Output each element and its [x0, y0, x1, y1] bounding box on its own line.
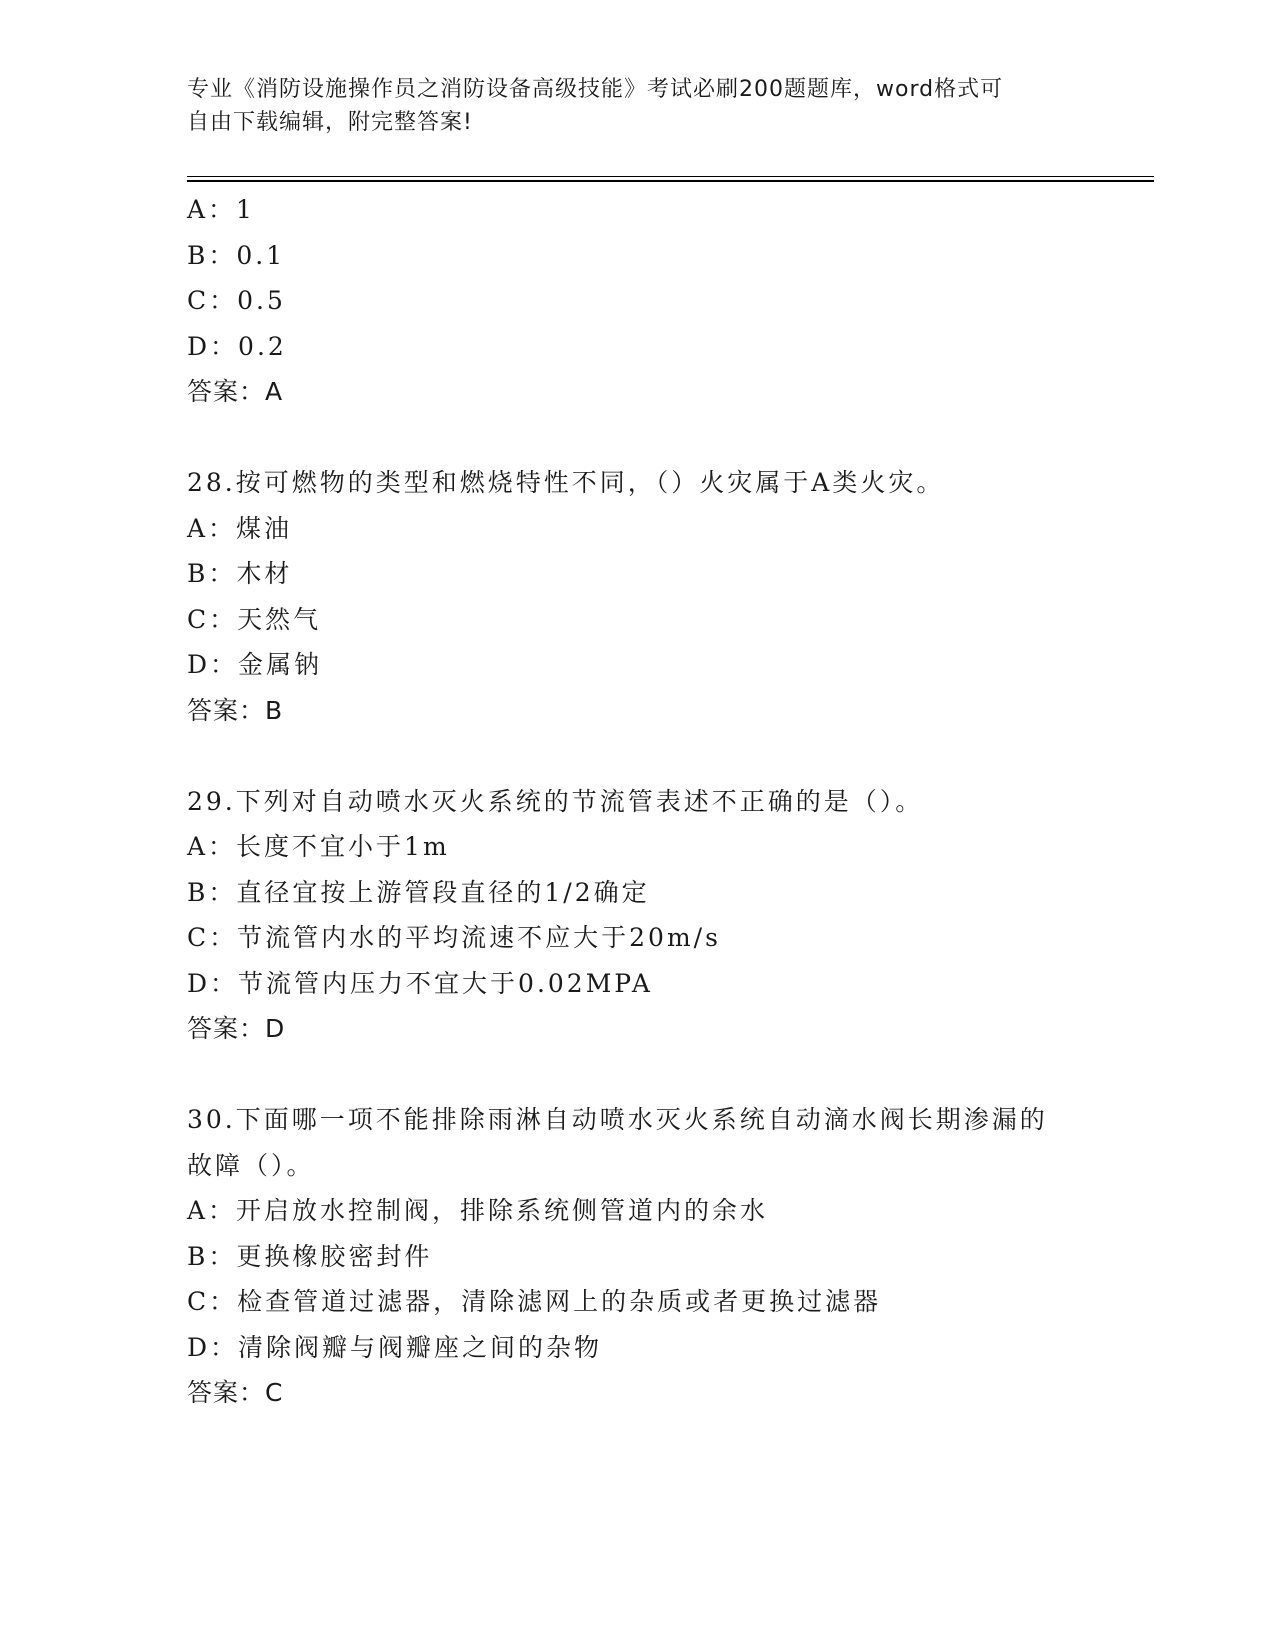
spacer — [187, 415, 1147, 461]
question-stem: 29.下列对自动喷水灭火系统的节流管表述不正确的是（）。 — [187, 786, 924, 816]
question-29 — [187, 779, 1147, 1052]
option-b: B：更换橡胶密封件 — [187, 1241, 433, 1271]
option-b: B：直径宜按上游管段直径的1/2确定 — [187, 877, 650, 907]
answer: 答案：B — [187, 695, 284, 725]
option-d: D：0.2 — [187, 331, 287, 361]
option-d: D：金属钠 — [187, 650, 323, 679]
header-line-2: 自由下载编辑，附完整答案! — [187, 110, 473, 135]
question-30 — [187, 1097, 1147, 1416]
option-b: B：木材 — [187, 559, 293, 588]
answer: 答案：C — [187, 1378, 284, 1407]
question-stem-line-1: 30.下面哪一项不能排除雨淋自动喷水灭火系统自动滴水阀长期渗漏的 — [187, 1105, 1048, 1134]
option-c: C：检查管道过滤器，清除滤网上的杂质或者更换过滤器 — [187, 1287, 882, 1316]
option-a: A：煤油 — [187, 513, 293, 543]
header-divider-thin — [187, 176, 1154, 177]
question-28 — [187, 460, 1147, 733]
option-a: A：1 — [187, 195, 255, 224]
question-list — [187, 187, 1147, 1416]
option-d: D：清除阀瓣与阀瓣座之间的杂物 — [187, 1332, 603, 1362]
answer: 答案：D — [187, 1014, 286, 1043]
question-stem: 28.按可燃物的类型和燃烧特性不同，（）火灾属于A类火灾。 — [187, 468, 945, 497]
answer: 答案：A — [187, 377, 284, 406]
header-line-1: 专业《消防设施操作员之消防设备高级技能》考试必刷200题题库，word格式可 — [187, 77, 1004, 102]
question-stem-line-2: 故障（）。 — [187, 1150, 315, 1180]
spacer — [187, 733, 1147, 779]
option-a: A：开启放水控制阀，排除系统侧管道内的余水 — [187, 1196, 769, 1225]
question-27 — [187, 187, 1147, 415]
option-c: C：0.5 — [187, 286, 286, 315]
spacer — [187, 1052, 1147, 1098]
option-c: C：天然气 — [187, 604, 322, 634]
option-b: B：0.1 — [187, 240, 286, 270]
option-c: C：节流管内水的平均流速不应大于20m/s — [187, 923, 721, 952]
option-a: A：长度不宜小于1m — [187, 832, 450, 861]
option-d: D：节流管内压力不宜大于0.02MPA — [187, 968, 653, 998]
document-header — [187, 73, 1087, 139]
header-divider-thick — [187, 180, 1154, 182]
